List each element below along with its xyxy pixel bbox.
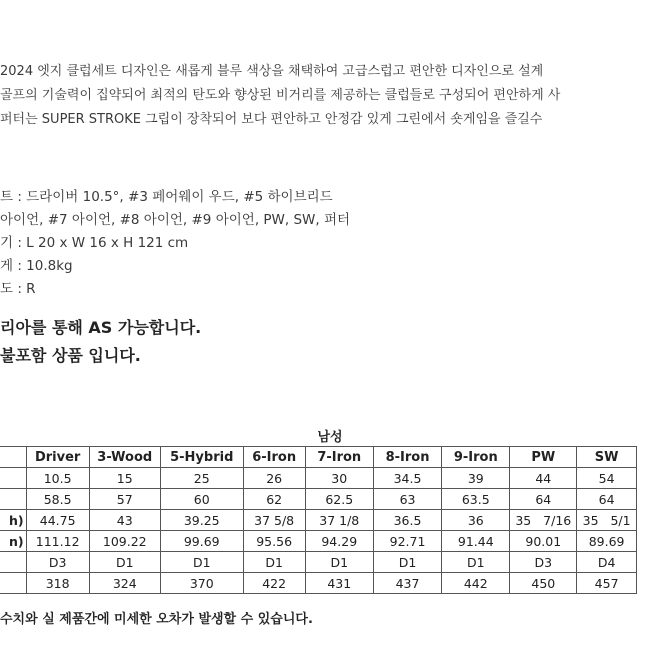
spec-set-composition: 트 : 드라이버 10.5°, #3 페어웨이 우드, #5 하이브리드 bbox=[0, 189, 333, 205]
header-corner bbox=[0, 447, 26, 468]
table-cell: 54 bbox=[577, 468, 637, 489]
table-cell: D1 bbox=[160, 552, 243, 573]
table-cell: D1 bbox=[305, 552, 373, 573]
row-label bbox=[0, 489, 26, 510]
table-cell: 109.22 bbox=[89, 531, 160, 552]
table-cell: 318 bbox=[26, 573, 89, 594]
table-cell: 36 bbox=[442, 510, 510, 531]
table-cell: D1 bbox=[89, 552, 160, 573]
table-cell: 35 5/1 bbox=[577, 510, 637, 531]
header-cell: PW bbox=[510, 447, 577, 468]
table-row bbox=[0, 510, 637, 531]
table-cell: 324 bbox=[89, 573, 160, 594]
intro-line-1: 2024 엣지 클럽세트 디자인은 새롭게 블루 색상을 채택하여 고급스럽고 편안한 디자인으로 설계 bbox=[0, 64, 544, 79]
header-cell: 3-Wood bbox=[89, 447, 160, 468]
table-cell: 457 bbox=[577, 573, 637, 594]
table-cell: 91.44 bbox=[442, 531, 510, 552]
table-cell: D1 bbox=[373, 552, 441, 573]
intro-line-3: 퍼터는 SUPER STROKE 그립이 장착되어 보다 편안하고 안정감 있게 그린에서 숏게임을 즐길수 bbox=[0, 112, 543, 127]
table-cell: 64 bbox=[510, 489, 577, 510]
table-cell: D1 bbox=[243, 552, 305, 573]
table-cell: 62 bbox=[243, 489, 305, 510]
table-cell: 44.75 bbox=[26, 510, 89, 531]
row-label: n) bbox=[0, 531, 26, 552]
table-cell: 43 bbox=[89, 510, 160, 531]
header-cell: 5-Hybrid bbox=[160, 447, 243, 468]
table-cell: 25 bbox=[160, 468, 243, 489]
intro-line-2: 골프의 기술력이 집약되어 최적의 탄도와 향상된 비거리를 제공하는 클럽들로 구성되어 편안하게 사 bbox=[0, 88, 561, 103]
table-cell: 111.12 bbox=[26, 531, 89, 552]
table-row bbox=[0, 573, 637, 594]
table-row bbox=[0, 552, 637, 573]
table-cell: 15 bbox=[89, 468, 160, 489]
header-cell: 7-Iron bbox=[305, 447, 373, 468]
spec-irons: 아이언, #7 아이언, #8 아이언, #9 아이언, PW, SW, 퍼터 bbox=[0, 212, 351, 228]
spec-size: 기 : L 20 x W 16 x H 121 cm bbox=[0, 235, 189, 251]
table-cell: 44 bbox=[510, 468, 577, 489]
header-cell: 6-Iron bbox=[243, 447, 305, 468]
table-cell: 36.5 bbox=[373, 510, 441, 531]
table-cell: 442 bbox=[442, 573, 510, 594]
table-cell: 95.56 bbox=[243, 531, 305, 552]
table-cell: 60 bbox=[160, 489, 243, 510]
table-cell: D3 bbox=[26, 552, 89, 573]
table-cell: 57 bbox=[89, 489, 160, 510]
header-cell: 8-Iron bbox=[373, 447, 441, 468]
spec-weight: 게 : 10.8kg bbox=[0, 258, 73, 274]
table-cell: 62.5 bbox=[305, 489, 373, 510]
table-cell: 39.25 bbox=[160, 510, 243, 531]
table-header-row bbox=[0, 447, 637, 468]
table-cell: 37 1/8 bbox=[305, 510, 373, 531]
table-cell: 63.5 bbox=[442, 489, 510, 510]
table-cell: 30 bbox=[305, 468, 373, 489]
table-cell: 58.5 bbox=[26, 489, 89, 510]
table-cell: D3 bbox=[510, 552, 577, 573]
header-cell: SW bbox=[577, 447, 637, 468]
notice-excluded: 불포함 상품 입니다. bbox=[0, 346, 141, 365]
notice-as: 리아를 통해 AS 가능합니다. bbox=[0, 318, 202, 337]
table-cell: 450 bbox=[510, 573, 577, 594]
table-cell: 437 bbox=[373, 573, 441, 594]
table-cell: 39 bbox=[442, 468, 510, 489]
table-note: 수치와 실 제품간에 미세한 오차가 발생할 수 있습니다. bbox=[0, 612, 313, 627]
table-cell: 64 bbox=[577, 489, 637, 510]
spec-flex: 도 : R bbox=[0, 281, 36, 297]
row-label bbox=[0, 552, 26, 573]
row-label: h) bbox=[0, 510, 26, 531]
table-cell: 92.71 bbox=[373, 531, 441, 552]
table-cell: 37 5/8 bbox=[243, 510, 305, 531]
table-title: 남성 bbox=[317, 430, 343, 445]
table-cell: D1 bbox=[442, 552, 510, 573]
table-cell: 431 bbox=[305, 573, 373, 594]
table-cell: 90.01 bbox=[510, 531, 577, 552]
table-cell: 63 bbox=[373, 489, 441, 510]
table-cell: 99.69 bbox=[160, 531, 243, 552]
header-cell: Driver bbox=[26, 447, 89, 468]
table-row bbox=[0, 531, 637, 552]
table-cell: 370 bbox=[160, 573, 243, 594]
table-cell: 34.5 bbox=[373, 468, 441, 489]
row-label bbox=[0, 468, 26, 489]
table-row bbox=[0, 468, 637, 489]
table-cell: 89.69 bbox=[577, 531, 637, 552]
row-label bbox=[0, 573, 26, 594]
table-row bbox=[0, 489, 637, 510]
table-cell: 422 bbox=[243, 573, 305, 594]
table-cell: D4 bbox=[577, 552, 637, 573]
table-cell: 26 bbox=[243, 468, 305, 489]
table-cell: 94.29 bbox=[305, 531, 373, 552]
club-spec-table bbox=[0, 446, 637, 594]
table-cell: 10.5 bbox=[26, 468, 89, 489]
header-cell: 9-Iron bbox=[442, 447, 510, 468]
table-cell: 35 7/16 bbox=[510, 510, 577, 531]
